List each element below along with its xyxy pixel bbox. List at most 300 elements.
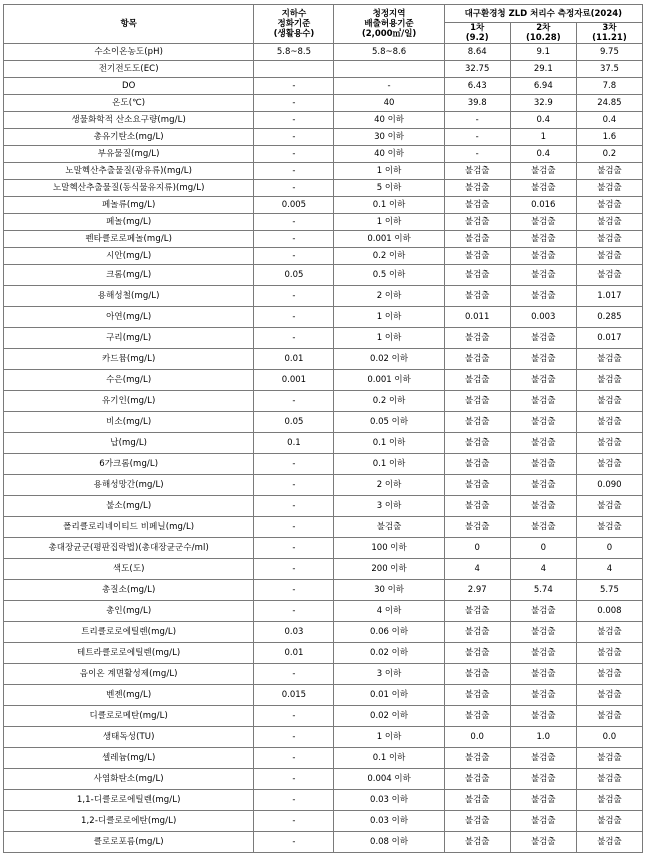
cell-round-2: 불검출	[510, 601, 576, 622]
cell-discharge: 1 이하	[334, 163, 444, 180]
cell-item: 전기전도도(EC)	[4, 61, 254, 78]
cell-discharge: 5.8~8.6	[334, 44, 444, 61]
cell-discharge: 0.001 이하	[334, 370, 444, 391]
cell-discharge: 100 이하	[334, 538, 444, 559]
cell-item: 음이온 계면활성제(mg/L)	[4, 664, 254, 685]
table-row	[4, 496, 643, 517]
cell-round-3: 불검출	[576, 832, 642, 853]
cell-round-1: 불검출	[444, 391, 510, 412]
cell-groundwater: -	[254, 286, 334, 307]
cell-round-2: 0	[510, 538, 576, 559]
cell-round-1: 8.64	[444, 44, 510, 61]
cell-item: 총대장균군(평판집락법)(총대장균군수/ml)	[4, 538, 254, 559]
cell-groundwater: -	[254, 601, 334, 622]
cell-round-3: 불검출	[576, 265, 642, 286]
cell-item: 비소(mg/L)	[4, 412, 254, 433]
cell-item: 수은(mg/L)	[4, 370, 254, 391]
cell-groundwater: -	[254, 112, 334, 129]
cell-round-2: 불검출	[510, 811, 576, 832]
header-discharge	[334, 5, 444, 44]
cell-round-3: 0	[576, 538, 642, 559]
cell-item: 구리(mg/L)	[4, 328, 254, 349]
cell-round-3: 불검출	[576, 706, 642, 727]
table-row	[4, 811, 643, 832]
cell-groundwater: 0.01	[254, 349, 334, 370]
table-row	[4, 685, 643, 706]
cell-round-3: 불검출	[576, 163, 642, 180]
cell-item: 시안(mg/L)	[4, 248, 254, 265]
cell-discharge: 1 이하	[334, 727, 444, 748]
cell-item: 카드뮴(mg/L)	[4, 349, 254, 370]
cell-round-1: 불검출	[444, 790, 510, 811]
cell-item: 펜타클로로페놀(mg/L)	[4, 231, 254, 248]
table-row	[4, 748, 643, 769]
cell-discharge	[334, 61, 444, 78]
cell-round-1: 불검출	[444, 832, 510, 853]
table-row	[4, 163, 643, 180]
cell-item: 6가크롬(mg/L)	[4, 454, 254, 475]
cell-discharge: 0.001 이하	[334, 231, 444, 248]
cell-round-1: 32.75	[444, 61, 510, 78]
table-row	[4, 214, 643, 231]
cell-round-1: 불검출	[444, 811, 510, 832]
table-row	[4, 790, 643, 811]
cell-round-1: 2.97	[444, 580, 510, 601]
table-row	[4, 129, 643, 146]
cell-groundwater: -	[254, 129, 334, 146]
cell-item: 노말헥산추출물질(동식물유지류)(mg/L)	[4, 180, 254, 197]
cell-item: 생태독성(TU)	[4, 727, 254, 748]
table-row	[4, 664, 643, 685]
header-groundwater-line1: 지하수	[281, 9, 307, 19]
cell-round-3: 5.75	[576, 580, 642, 601]
header-round-1	[444, 23, 510, 44]
cell-discharge: 30 이하	[334, 580, 444, 601]
table-row	[4, 44, 643, 61]
cell-item: 온도(℃)	[4, 95, 254, 112]
cell-discharge: 3 이하	[334, 664, 444, 685]
cell-groundwater: -	[254, 307, 334, 328]
header-round-2-label: 2차	[536, 23, 551, 33]
cell-round-3: 불검출	[576, 769, 642, 790]
cell-round-3: 4	[576, 559, 642, 580]
table-row	[4, 180, 643, 197]
table-row	[4, 349, 643, 370]
cell-item: 셀레늄(mg/L)	[4, 748, 254, 769]
cell-round-3: 불검출	[576, 517, 642, 538]
cell-round-3: 불검출	[576, 349, 642, 370]
cell-round-3: 불검출	[576, 790, 642, 811]
cell-round-2: 불검출	[510, 832, 576, 853]
cell-round-1: 0.011	[444, 307, 510, 328]
cell-round-1: 불검출	[444, 685, 510, 706]
cell-item: 아연(mg/L)	[4, 307, 254, 328]
table-row	[4, 112, 643, 129]
cell-discharge: 0.03 이하	[334, 811, 444, 832]
cell-item: 폴리클로리네이티드 비페닐(mg/L)	[4, 517, 254, 538]
cell-item: 디클로로메탄(mg/L)	[4, 706, 254, 727]
table-row	[4, 454, 643, 475]
cell-groundwater: -	[254, 180, 334, 197]
cell-discharge: 3 이하	[334, 496, 444, 517]
cell-round-2: 9.1	[510, 44, 576, 61]
table-row	[4, 706, 643, 727]
cell-groundwater: -	[254, 454, 334, 475]
cell-round-1: 0	[444, 538, 510, 559]
table-row	[4, 197, 643, 214]
cell-item: 크롬(mg/L)	[4, 265, 254, 286]
cell-groundwater: -	[254, 664, 334, 685]
cell-round-3: 0.2	[576, 146, 642, 163]
cell-round-2: 불검출	[510, 412, 576, 433]
cell-item: 부유물질(mg/L)	[4, 146, 254, 163]
cell-round-3: 불검출	[576, 748, 642, 769]
cell-round-1: 불검출	[444, 664, 510, 685]
cell-groundwater: -	[254, 832, 334, 853]
cell-round-2: 1.0	[510, 727, 576, 748]
cell-round-3: 9.75	[576, 44, 642, 61]
cell-round-2: 1	[510, 129, 576, 146]
cell-groundwater: 0.1	[254, 433, 334, 454]
cell-item: 용해성망간(mg/L)	[4, 475, 254, 496]
header-round-1-label: 1차	[470, 23, 485, 33]
cell-groundwater: 0.05	[254, 265, 334, 286]
cell-round-2: 불검출	[510, 454, 576, 475]
cell-groundwater: -	[254, 391, 334, 412]
header-groundwater-line2: 정화기준	[277, 19, 311, 29]
cell-groundwater: -	[254, 748, 334, 769]
cell-round-2: 불검출	[510, 391, 576, 412]
cell-round-3: 불검출	[576, 370, 642, 391]
table-row	[4, 433, 643, 454]
header-round-3-date: (11.21)	[592, 33, 627, 43]
cell-discharge: 0.02 이하	[334, 706, 444, 727]
cell-groundwater: 0.015	[254, 685, 334, 706]
table-row	[4, 370, 643, 391]
cell-discharge: 0.5 이하	[334, 265, 444, 286]
cell-discharge: 0.1 이하	[334, 748, 444, 769]
cell-round-2: 불검출	[510, 163, 576, 180]
cell-discharge: 30 이하	[334, 129, 444, 146]
header-groundwater-line3: (생활용수)	[273, 29, 315, 39]
table-row	[4, 146, 643, 163]
cell-round-1: 불검출	[444, 622, 510, 643]
cell-round-2: 0.4	[510, 112, 576, 129]
cell-round-2: 불검출	[510, 664, 576, 685]
cell-item: 벤젠(mg/L)	[4, 685, 254, 706]
cell-round-3: 불검출	[576, 496, 642, 517]
header-round-2-date: (10.28)	[525, 33, 561, 43]
cell-groundwater: -	[254, 769, 334, 790]
cell-round-1: 4	[444, 559, 510, 580]
cell-round-3: 불검출	[576, 685, 642, 706]
cell-discharge: 2 이하	[334, 286, 444, 307]
header-round-1-date: (9.2)	[465, 33, 489, 43]
cell-groundwater: -	[254, 231, 334, 248]
cell-round-2: 불검출	[510, 748, 576, 769]
cell-groundwater: -	[254, 248, 334, 265]
cell-round-3: 불검출	[576, 391, 642, 412]
cell-round-1: 불검출	[444, 163, 510, 180]
table-row	[4, 622, 643, 643]
cell-groundwater: 0.005	[254, 197, 334, 214]
cell-round-3: 불검출	[576, 412, 642, 433]
cell-groundwater: -	[254, 538, 334, 559]
cell-round-3: 불검출	[576, 664, 642, 685]
cell-round-2: 0.003	[510, 307, 576, 328]
cell-round-3: 1.6	[576, 129, 642, 146]
table-row	[4, 307, 643, 328]
cell-round-3: 37.5	[576, 61, 642, 78]
cell-groundwater: -	[254, 559, 334, 580]
cell-groundwater: 0.01	[254, 643, 334, 664]
header-discharge-line2: 배출허용기준	[364, 19, 414, 29]
cell-groundwater: -	[254, 496, 334, 517]
cell-round-1: 불검출	[444, 769, 510, 790]
cell-round-1: 불검출	[444, 328, 510, 349]
cell-discharge: 0.1 이하	[334, 433, 444, 454]
cell-discharge: 1 이하	[334, 328, 444, 349]
cell-round-3: 불검출	[576, 248, 642, 265]
cell-groundwater: -	[254, 727, 334, 748]
cell-round-1: 불검출	[444, 496, 510, 517]
table-row	[4, 95, 643, 112]
table-row	[4, 559, 643, 580]
cell-round-3: 0.017	[576, 328, 642, 349]
cell-discharge: 1 이하	[334, 214, 444, 231]
cell-discharge: 0.1 이하	[334, 454, 444, 475]
cell-round-2: 불검출	[510, 433, 576, 454]
table-row	[4, 391, 643, 412]
cell-groundwater: -	[254, 706, 334, 727]
cell-round-2: 29.1	[510, 61, 576, 78]
table-row	[4, 248, 643, 265]
table-row	[4, 580, 643, 601]
cell-round-3: 1.017	[576, 286, 642, 307]
cell-round-3: 24.85	[576, 95, 642, 112]
cell-round-1: 불검출	[444, 748, 510, 769]
cell-groundwater: -	[254, 95, 334, 112]
cell-groundwater: -	[254, 78, 334, 95]
cell-round-1: -	[444, 146, 510, 163]
cell-round-3: 불검출	[576, 622, 642, 643]
cell-round-2: 불검출	[510, 286, 576, 307]
table-row	[4, 643, 643, 664]
cell-item: 총인(mg/L)	[4, 601, 254, 622]
table-row	[4, 412, 643, 433]
header-round-2	[510, 23, 576, 44]
cell-discharge: 0.004 이하	[334, 769, 444, 790]
table-row	[4, 231, 643, 248]
cell-discharge: 40	[334, 95, 444, 112]
cell-item: 수소이온농도(pH)	[4, 44, 254, 61]
cell-round-3: 불검출	[576, 811, 642, 832]
cell-round-1: 0.0	[444, 727, 510, 748]
cell-round-3: 0.4	[576, 112, 642, 129]
cell-discharge: 0.01 이하	[334, 685, 444, 706]
cell-round-2: 0.4	[510, 146, 576, 163]
cell-round-2: 불검출	[510, 643, 576, 664]
cell-discharge: 40 이하	[334, 146, 444, 163]
table-row	[4, 61, 643, 78]
cell-groundwater: 0.05	[254, 412, 334, 433]
cell-groundwater: 0.03	[254, 622, 334, 643]
cell-item: 용해성철(mg/L)	[4, 286, 254, 307]
cell-round-2: 불검출	[510, 370, 576, 391]
header-discharge-line3: (2,000㎥/일)	[361, 29, 417, 39]
cell-item: 클로로포름(mg/L)	[4, 832, 254, 853]
cell-round-2: 불검출	[510, 231, 576, 248]
cell-groundwater: -	[254, 214, 334, 231]
cell-round-1: 39.8	[444, 95, 510, 112]
cell-item: 납(mg/L)	[4, 433, 254, 454]
cell-item: 테트라클로로에틸렌(mg/L)	[4, 643, 254, 664]
table-body	[4, 44, 643, 853]
cell-round-1: 6.43	[444, 78, 510, 95]
cell-round-3: 0.0	[576, 727, 642, 748]
cell-round-2: 5.74	[510, 580, 576, 601]
cell-groundwater: 5.8~8.5	[254, 44, 334, 61]
cell-item: 총유기탄소(mg/L)	[4, 129, 254, 146]
cell-round-1: 불검출	[444, 643, 510, 664]
cell-groundwater: -	[254, 790, 334, 811]
cell-round-1: -	[444, 112, 510, 129]
cell-round-1: 불검출	[444, 475, 510, 496]
cell-round-1: 불검출	[444, 248, 510, 265]
cell-round-2: 불검출	[510, 265, 576, 286]
table-row	[4, 832, 643, 853]
cell-round-2: 불검출	[510, 349, 576, 370]
cell-discharge: 1 이하	[334, 307, 444, 328]
data-sheet	[3, 4, 643, 853]
cell-round-1: 불검출	[444, 454, 510, 475]
cell-round-1: 불검출	[444, 433, 510, 454]
table-row	[4, 286, 643, 307]
header-round-3	[576, 23, 642, 44]
cell-round-2: 불검출	[510, 248, 576, 265]
cell-round-3: 불검출	[576, 643, 642, 664]
cell-item: 사염화탄소(mg/L)	[4, 769, 254, 790]
cell-round-1: 불검출	[444, 412, 510, 433]
cell-discharge: 0.02 이하	[334, 349, 444, 370]
table-row	[4, 265, 643, 286]
cell-round-1: 불검출	[444, 197, 510, 214]
cell-groundwater: 0.001	[254, 370, 334, 391]
cell-item: 생물화학적 산소요구량(mg/L)	[4, 112, 254, 129]
cell-round-1: 불검출	[444, 601, 510, 622]
cell-round-2: 4	[510, 559, 576, 580]
cell-round-3: 불검출	[576, 180, 642, 197]
cell-groundwater: -	[254, 328, 334, 349]
cell-discharge: 40 이하	[334, 112, 444, 129]
cell-round-3: 7.8	[576, 78, 642, 95]
cell-round-3: 0.090	[576, 475, 642, 496]
cell-groundwater: -	[254, 811, 334, 832]
cell-round-2: 불검출	[510, 769, 576, 790]
cell-discharge: -	[334, 78, 444, 95]
cell-round-1: 불검출	[444, 370, 510, 391]
cell-groundwater: -	[254, 475, 334, 496]
cell-discharge: 0.08 이하	[334, 832, 444, 853]
cell-groundwater: -	[254, 163, 334, 180]
cell-round-1: -	[444, 129, 510, 146]
cell-round-2: 불검출	[510, 517, 576, 538]
cell-discharge: 0.06 이하	[334, 622, 444, 643]
cell-round-2: 불검출	[510, 706, 576, 727]
cell-item: 트리클로로에틸렌(mg/L)	[4, 622, 254, 643]
header-discharge-line1: 청정지역	[372, 9, 406, 19]
cell-round-3: 0.008	[576, 601, 642, 622]
cell-discharge: 0.02 이하	[334, 643, 444, 664]
table-row	[4, 601, 643, 622]
cell-discharge: 4 이하	[334, 601, 444, 622]
cell-round-2: 불검출	[510, 496, 576, 517]
cell-discharge: 0.03 이하	[334, 790, 444, 811]
cell-discharge: 200 이하	[334, 559, 444, 580]
cell-item: 1,2-디클로로에탄(mg/L)	[4, 811, 254, 832]
table-row	[4, 328, 643, 349]
cell-item: 불소(mg/L)	[4, 496, 254, 517]
cell-round-3: 불검출	[576, 197, 642, 214]
cell-item: 페놀류(mg/L)	[4, 197, 254, 214]
cell-round-1: 불검출	[444, 231, 510, 248]
header-measurement-title: 대구환경청 ZLD 처리수 측정자료(2024)	[444, 5, 642, 23]
table-row	[4, 769, 643, 790]
cell-groundwater: -	[254, 580, 334, 601]
cell-item: 색도(도)	[4, 559, 254, 580]
table-row	[4, 517, 643, 538]
cell-round-3: 불검출	[576, 433, 642, 454]
cell-discharge: 0.1 이하	[334, 197, 444, 214]
cell-item: 유기인(mg/L)	[4, 391, 254, 412]
cell-round-1: 불검출	[444, 265, 510, 286]
cell-round-3: 불검출	[576, 454, 642, 475]
cell-round-1: 불검출	[444, 706, 510, 727]
cell-round-2: 32.9	[510, 95, 576, 112]
cell-round-2: 불검출	[510, 328, 576, 349]
cell-round-2: 불검출	[510, 790, 576, 811]
cell-discharge: 0.2 이하	[334, 391, 444, 412]
cell-round-1: 불검출	[444, 214, 510, 231]
cell-round-1: 불검출	[444, 517, 510, 538]
cell-groundwater: -	[254, 517, 334, 538]
cell-groundwater	[254, 61, 334, 78]
cell-item: 노말헥산추출물질(광유류)(mg/L)	[4, 163, 254, 180]
cell-round-2: 불검출	[510, 180, 576, 197]
cell-round-2: 0.016	[510, 197, 576, 214]
cell-round-3: 0.285	[576, 307, 642, 328]
water-quality-table	[3, 4, 643, 853]
cell-discharge: 2 이하	[334, 475, 444, 496]
cell-discharge: 0.2 이하	[334, 248, 444, 265]
cell-item: DO	[4, 78, 254, 95]
table-row	[4, 475, 643, 496]
cell-discharge: 불검출	[334, 517, 444, 538]
table-row	[4, 538, 643, 559]
cell-round-2: 불검출	[510, 685, 576, 706]
table-row	[4, 78, 643, 95]
header-groundwater	[254, 5, 334, 44]
header-item: 항목	[4, 5, 254, 44]
cell-discharge: 5 이하	[334, 180, 444, 197]
cell-round-2: 6.94	[510, 78, 576, 95]
cell-round-2: 불검출	[510, 214, 576, 231]
cell-item: 페놀(mg/L)	[4, 214, 254, 231]
cell-round-3: 불검출	[576, 214, 642, 231]
header-round-3-label: 3차	[602, 23, 617, 33]
cell-item: 총질소(mg/L)	[4, 580, 254, 601]
cell-round-1: 불검출	[444, 286, 510, 307]
